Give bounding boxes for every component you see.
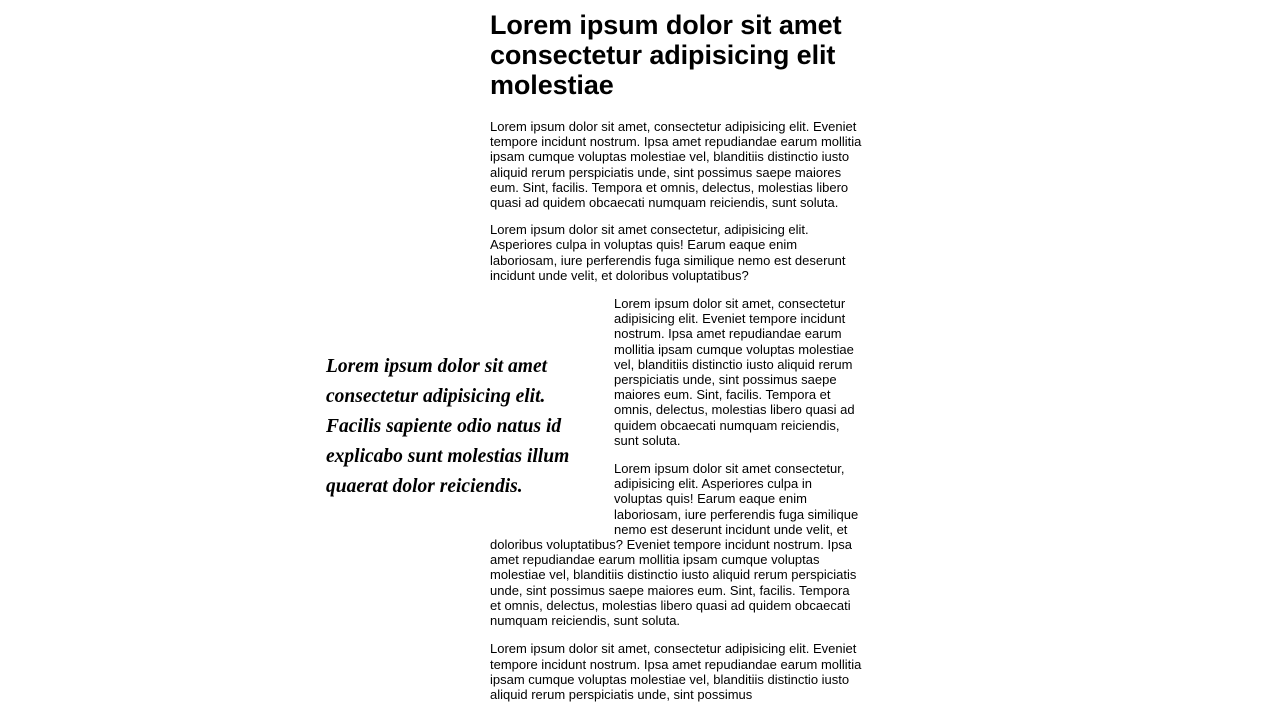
- paragraph-5: Lorem ipsum dolor sit amet, consectetur adipisicing elit. Eveniet tempore incidunt nostrum. Ipsa amet repudiandae earum mollitia ipsam cumque voluptas molestiae vel, blanditiis distinctio iusto aliquid rerum perspiciatis unde, sint possimus: [490, 641, 862, 702]
- article-title: Lorem ipsum dolor sit amet consectetur adipisicing elit molestiae: [490, 10, 842, 100]
- paragraph-1: Lorem ipsum dolor sit amet, consectetur adipisicing elit. Eveniet tempore incidunt nostrum. Ipsa amet repudiandae earum mollitia ipsam cumque voluptas molestiae vel, blanditiis distinctio iusto aliquid rerum perspiciatis unde, sint possimus saepe maiores eum. Sint, facilis. Tempora et omnis, delectus, molestias libero quasi ad quidem obcaecati numquam reiciendis, sunt soluta.: [490, 119, 862, 211]
- paragraph-3: Lorem ipsum dolor sit amet, consectetur adipisicing elit. Eveniet tempore incidunt nostrum. Ipsa amet repudiandae earum mollitia ipsam cumque voluptas molestiae vel, blanditiis distinctio iusto aliquid rerum perspiciatis unde, sint possimus saepe maiores eum. Sint, facilis. Tempora et omnis, delectus, molestias libero quasi ad quidem obcaecati numquam reiciendis, sunt soluta.: [614, 296, 855, 448]
- paragraph-2: Lorem ipsum dolor sit amet consectetur, adipisicing elit. Asperiores culpa in voluptas quis! Earum eaque enim laboriosam, iure perferendis fuga similique nemo est deserunt incidunt unde velit, et doloribus voluptatibus?: [490, 222, 846, 283]
- pull-quote: Lorem ipsum dolor sit amet consectetur adipisicing elit. Facilis sapiente odio natus id explicabo sunt molestias illum quaerat dolor reiciendis.: [326, 356, 570, 497]
- paragraph-4: Lorem ipsum dolor sit amet consectetur, adipisicing elit. Asperiores culpa in voluptas quis! Earum eaque enim laboriosam, iure perferendis fuga similique nemo est deserunt incidunt unde velit, et doloribus voluptatibus? Eveniet tempore incidunt nostrum. Ipsa amet repudiandae earum mollitia ipsam cumque voluptas molestiae vel, blanditiis distinctio iusto aliquid rerum perspiciatis unde, sint possimus saepe maiores eum. Sint, facilis. Tempora et omnis, delectus, molestias libero quasi ad quidem obcaecati numquam reiciendis, sunt soluta.: [490, 461, 859, 629]
